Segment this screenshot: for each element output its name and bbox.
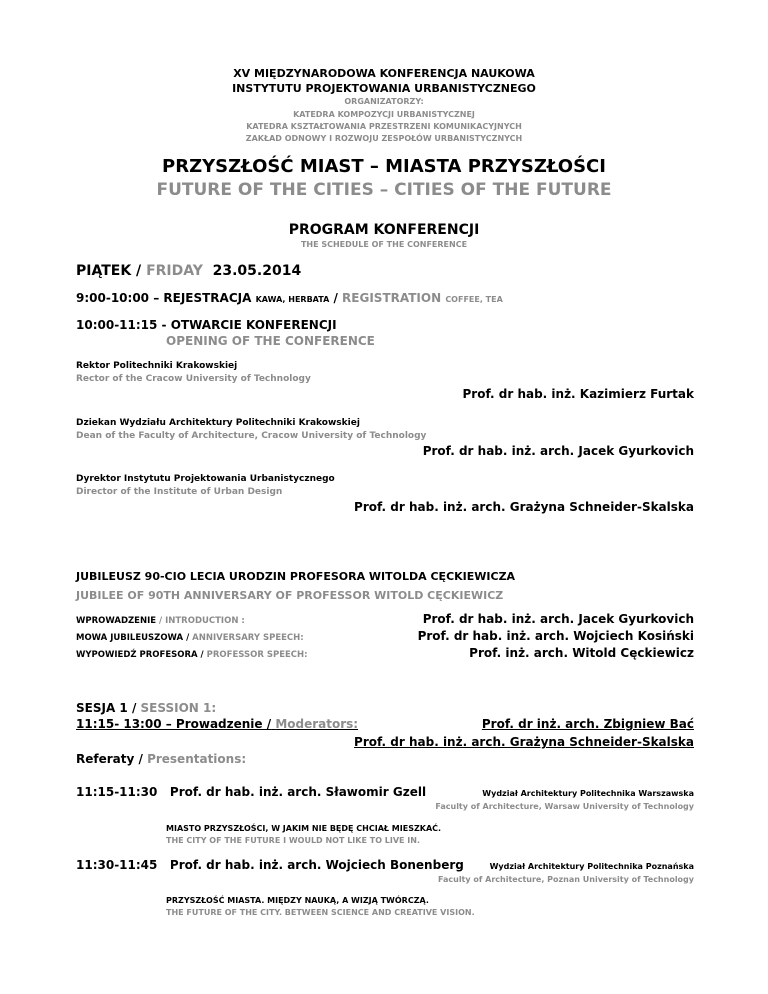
speaker-role-en: Director of the Institute of Urban Design <box>76 487 283 497</box>
presentation-institution-en: Faculty of Architecture, Warsaw University of Technology <box>435 802 694 811</box>
speaker-role-pl: Dyrektor Instytutu Projektowania Urbanistycznego <box>76 474 335 484</box>
registration-separator: / <box>333 291 338 305</box>
jubilee-item-label: MOWA JUBILEUSZOWA / ANNIVERSARY SPEECH: <box>76 633 304 643</box>
presentation-topic-en: THE CITY OF THE FUTURE I WOULD NOT LIKE TO LIVE IN. <box>166 836 420 845</box>
presentation-time: 11:30-11:45 <box>76 858 158 872</box>
speaker-name: Prof. dr hab. inż. arch. Grażyna Schneider-Skalska <box>354 500 694 514</box>
presentation-institution-pl: Wydział Architektury Politechnika Poznańska <box>489 862 694 871</box>
title-en: FUTURE OF THE CITIES – CITIES OF THE FUTURE <box>156 180 612 200</box>
speaker-role-en: Dean of the Faculty of Architecture, Cracow University of Technology <box>76 431 427 441</box>
title-pl: PRZYSZŁOŚĆ MIAST – MIASTA PRZYSZŁOŚCI <box>162 156 606 177</box>
jubilee-item-label: WPROWADZENIE / INTRODUCTION : <box>76 616 245 626</box>
registration-time: 9:00-10:00 – REJESTRACJA <box>76 291 252 305</box>
presentation-line <box>76 858 464 872</box>
presentation-speaker: Prof. dr hab. inż. arch. Sławomir Gzell <box>169 785 427 799</box>
registration-line <box>76 291 503 305</box>
day-en: FRIDAY <box>146 263 203 279</box>
presentation-speaker: Prof. dr hab. inż. arch. Wojciech Bonenberg <box>169 858 464 872</box>
speaker-role-en: Rector of the Cracow University of Technology <box>76 374 311 384</box>
presentation-topic-pl: PRZYSZŁOŚĆ MIASTA. MIĘDZY NAUKĄ, A WIZJĄ TWÓRCZĄ. <box>166 896 429 905</box>
jubilee-title-en: JUBILEE OF 90TH ANNIVERSARY OF PROFESSOR WITOLD CĘCKIEWICZ <box>76 589 504 602</box>
presentation-topic-pl: MIASTO PRZYSZŁOŚCI, W JAKIM NIE BĘDĘ CHCIAŁ MIESZKAĆ. <box>166 824 442 833</box>
organizer-1: KATEDRA KOMPOZYCJI URBANISTYCZNEJ <box>293 110 475 119</box>
header-line-2: INSTYTUTU PROJEKTOWANIA URBANISTYCZNEGO <box>232 82 536 95</box>
presentation-topic-en: THE FUTURE OF THE CITY. BETWEEN SCIENCE AND CREATIVE VISION. <box>166 908 475 917</box>
jubilee-item-name: Prof. dr hab. inż. arch. Jacek Gyurkovich <box>422 612 694 626</box>
presentations-label: Referaty / Presentations: <box>76 752 247 766</box>
session-label: SESJA 1 / SESSION 1: <box>76 701 217 715</box>
opening-title: 10:00-11:15 - OTWARCIE KONFERENCJI <box>76 318 337 332</box>
moderator-2: Prof. dr hab. inż. arch. Grażyna Schneider-Skalska <box>354 735 694 749</box>
speaker-role-pl: Rektor Politechniki Krakowskiej <box>76 361 238 371</box>
speaker-name: Prof. dr hab. inż. Kazimierz Furtak <box>462 387 694 401</box>
presentation-institution-pl: Wydział Architektury Politechnika Warszawska <box>482 789 694 798</box>
speaker-name: Prof. dr hab. inż. arch. Jacek Gyurkovich <box>422 444 694 458</box>
program-title: PROGRAM KONFERENCJI <box>288 222 480 238</box>
jubilee-item-name: Prof. inż. arch. Witold Cęckiewicz <box>469 646 694 660</box>
registration-en: REGISTRATION <box>342 291 442 305</box>
organizer-2: KATEDRA KSZTAŁTOWANIA PRZESTRZENI KOMUNIKACYJNYCH <box>246 122 522 131</box>
registration-coffee-en: COFFEE, TEA <box>445 295 503 304</box>
opening-title-en: OPENING OF THE CONFERENCE <box>166 334 375 348</box>
session-moderation: 11:15- 13:00 – Prowadzenie / Moderators: <box>76 717 359 731</box>
header-line-1: XV MIĘDZYNARODOWA KONFERENCJA NAUKOWA <box>233 67 535 80</box>
organizers-label: ORGANIZATORZY: <box>344 97 424 106</box>
program-subtitle: THE SCHEDULE OF THE CONFERENCE <box>300 240 468 249</box>
moderator-1: Prof. dr inż. arch. Zbigniew Bać <box>481 717 694 731</box>
day-pl: PIĄTEK <box>76 263 132 279</box>
organizer-3: ZAKŁAD ODNOWY I ROZWOJU ZESPOŁÓW URBANISTYCZNYCH <box>245 134 523 143</box>
day-heading <box>76 263 301 279</box>
jubilee-item-label: WYPOWIEDŹ PROFESORA / PROFESSOR SPEECH: <box>76 650 308 660</box>
jubilee-item-name: Prof. dr hab. inż. arch. Wojciech Kosiński <box>417 629 694 643</box>
registration-coffee-pl: KAWA, HERBATA <box>255 295 330 304</box>
presentation-time: 11:15-11:30 <box>76 785 158 799</box>
presentation-line <box>76 785 426 799</box>
jubilee-title-pl: JUBILEUSZ 90-CIO LECIA URODZIN PROFESORA WITOLDA CĘCKIEWICZA <box>76 570 516 583</box>
day-separator: / <box>131 263 147 279</box>
speaker-role-pl: Dziekan Wydziału Architektury Politechniki Krakowskiej <box>76 418 360 428</box>
presentation-institution-en: Faculty of Architecture, Poznan University of Technology <box>437 875 694 884</box>
day-date: 23.05.2014 <box>212 263 302 279</box>
